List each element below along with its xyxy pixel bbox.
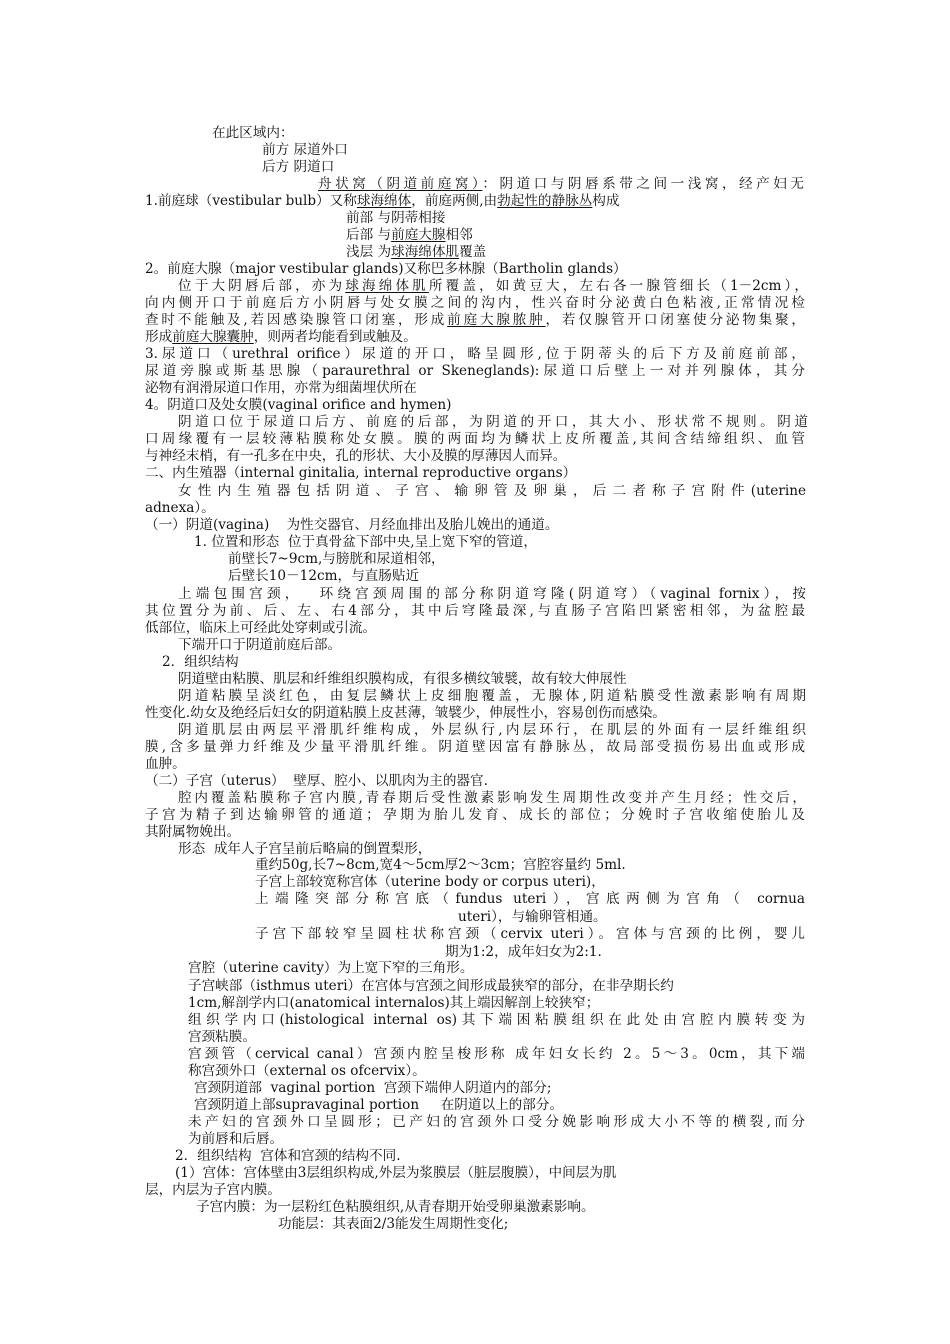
text-line <box>162 656 239 670</box>
text-segment: （一）阴道(vagina) 为性交器官、月经血排出及胎儿娩出的通道。 <box>145 517 559 533</box>
text-segment: 宫颈管（cervical canal）宫颈内腔呈梭形称 成年妇女长约 2。5～3。0cm，其下端 <box>188 1046 805 1062</box>
text-line <box>188 1048 805 1062</box>
text-line <box>188 997 599 1011</box>
text-line <box>194 1099 563 1113</box>
text-segment: 层，内层为子宫内膜。 <box>145 1182 281 1198</box>
text-line <box>194 536 537 550</box>
text-segment: 宫颈阴道上部supravaginal portion 在阴道以上的部分。 <box>194 1097 564 1113</box>
text-segment: 上端隆突部分称宫底（fundus uteri），宫底两侧为宫角（ cornua <box>255 891 805 907</box>
text-segment: 前部 与阴蒂相接 <box>346 210 446 226</box>
text-segment: 1.前庭球（vestibular bulb）又称 <box>145 193 357 209</box>
text-segment: 期为1:2，成年妇女为2:1. <box>445 944 602 960</box>
text-segment: 口周缘覆有一层较薄粘膜称处女膜。膜的两面均为鳞状上皮所覆盖,其间含结缔组织、血管 <box>145 431 805 447</box>
text-segment: adnexa）。 <box>145 500 215 516</box>
text-line <box>194 1082 551 1096</box>
text-line <box>145 382 417 396</box>
text-segment: 子宫下部较窄呈圆柱状称宫颈（cervix uteri）。宫体与宫颈的比例，婴儿 <box>255 926 805 942</box>
text-segment: 位于大阴唇后部，亦为 <box>178 278 346 294</box>
text-line <box>145 622 376 636</box>
text-segment: (1）宫体：宫体壁由3层组织构成,外层为浆膜层（脏层腹膜），中间层为肌 <box>175 1165 617 1181</box>
text-line <box>196 1201 595 1215</box>
text-line <box>188 962 473 976</box>
text-segment: 形成 <box>145 329 173 345</box>
text-line <box>145 314 805 328</box>
text-line <box>145 297 805 311</box>
text-segment: 阴道壁由粘膜、肌层和纤维组织膜构成，有很多横纹皱襞，故有较大伸展性 <box>178 671 627 687</box>
underlined-term: 球海绵体肌 <box>345 278 429 294</box>
text-line <box>145 758 186 772</box>
text-segment: uteri），与输卵管相通。 <box>458 909 607 925</box>
text-segment: 膜,含多量弹力纤维及少量平滑肌纤维。阴道壁因富有静脉丛，故局部受损伤易出血或形成 <box>145 739 805 755</box>
text-segment: 阴道粘膜呈淡红色，由复层鳞状上皮细胞覆盖，无腺体,阴道粘膜受性激素影响有周期 <box>178 688 806 704</box>
text-line <box>278 1218 508 1232</box>
text-segment: 向内侧开口于前庭后方小阴唇与处女膜之间的沟内，性兴奋时分泌黄白色粘液,正常情况检 <box>145 295 805 311</box>
text-line <box>145 450 566 464</box>
text-line <box>178 280 808 294</box>
text-segment: 女性内生殖器包括阴道、子宫、输卵管及卵巢，后二者称子宫附件(uterine <box>178 483 806 499</box>
text-line <box>346 212 445 226</box>
text-segment: 血肿。 <box>145 756 186 772</box>
text-line <box>178 416 808 430</box>
text-segment: 3.尿道口（urethral orifice）尿道的开口，略呈圆形,位于阴蒂头的后下方及前庭前部， <box>145 346 805 362</box>
text-segment: 尿道旁腺或斯基思腺（paraurethral or Skeneglands):尿道口后壁上一对并列腺体，其分 <box>145 363 805 379</box>
text-line <box>145 263 627 277</box>
text-line <box>188 980 674 994</box>
text-segment: ，前庭两侧,由 <box>411 193 498 209</box>
underlined-term: 球海绵体肌 <box>391 244 460 260</box>
text-line <box>178 690 806 704</box>
text-line <box>178 639 341 653</box>
text-line <box>145 365 805 379</box>
text-line <box>145 809 805 823</box>
text-segment: 称宫颈外口（external os ofcervix）。 <box>188 1063 426 1079</box>
text-segment: 子宫内膜：为一层粉红色粘膜组织,从青春期开始受卵巢激素影响。 <box>196 1199 595 1215</box>
text-line <box>188 1065 426 1079</box>
text-line <box>145 399 451 413</box>
text-segment: 上端包围宫颈， 环绕宫颈周围的部分称阴道穹隆(阴道穹）（vaginal fornix），按 <box>178 586 806 602</box>
text-segment: 浅层 为 <box>346 244 392 260</box>
text-segment: 低部位，临床上可经此处穿刺或引流。 <box>145 620 377 636</box>
text-segment: 宫颈粘膜。 <box>188 1029 256 1045</box>
text-segment: ，则两者均能看到或触及。 <box>253 329 417 345</box>
text-line <box>212 127 294 141</box>
text-segment: 后壁长10－12cm，与直肠贴近 <box>228 568 420 584</box>
text-line <box>458 911 607 925</box>
text-segment: 1cm,解剖学内口(anatomical internalos)其上端因解剖上较狭窄； <box>188 995 600 1011</box>
text-segment: 形态 成年人子宫呈前后略扁的倒置梨形， <box>178 841 432 857</box>
text-segment: 为前唇和后唇。 <box>188 1131 284 1147</box>
text-segment: 在此区域内： <box>212 125 294 141</box>
text-line <box>255 876 605 890</box>
underlined-term: 前庭大腺 <box>391 227 446 243</box>
text-line <box>318 178 804 192</box>
text-line <box>145 195 619 209</box>
underlined-term: 勃起性的静脉丛 <box>497 193 593 209</box>
text-segment: 宫腔（uterine cavity）为上宽下窄的三角形。 <box>188 960 474 976</box>
text-line <box>178 485 806 499</box>
text-segment: 腔内覆盖粘膜称子宫内膜,青春期后受性激素影响发生周期性改变并产生月经；性交后， <box>178 790 806 806</box>
text-segment: 与神经末梢，有一孔多在中央，孔的形状、大小及膜的厚薄因人而异。 <box>145 448 567 464</box>
text-line <box>255 893 805 907</box>
text-line <box>145 1184 281 1198</box>
text-segment: 其附属物娩出。 <box>145 824 241 840</box>
text-line <box>145 502 215 516</box>
text-segment: 下端开口于阴道前庭后部。 <box>178 637 342 653</box>
text-line <box>262 161 334 175</box>
text-line <box>175 1167 617 1181</box>
underlined-term: 前庭大腺囊肿 <box>172 329 254 345</box>
text-line <box>145 707 666 721</box>
text-segment: 子宫峡部（isthmus uteri）在宫体与宫颈之间形成最狭窄的部分，在非孕期长约 <box>188 978 674 994</box>
text-segment: 4。阴道口及处女膜(vaginal orifice and hymen) <box>145 397 452 413</box>
text-line <box>346 229 473 243</box>
text-line <box>188 1014 805 1028</box>
text-line <box>178 588 806 602</box>
text-line <box>145 433 805 447</box>
text-line <box>145 467 576 481</box>
text-line <box>188 1031 256 1045</box>
text-segment: 后部 与 <box>346 227 392 243</box>
text-line <box>175 1150 401 1164</box>
text-segment: 重约50g,长7~8cm,宽4～5cm厚2～3cm；宫腔容量约 5ml. <box>255 857 626 873</box>
text-segment: 1. 位置和形态 位于真骨盆下部中央,呈上宽下窄的管道， <box>194 534 537 550</box>
text-line <box>188 1116 805 1130</box>
text-line <box>228 553 445 567</box>
text-line <box>145 775 488 789</box>
text-segment: 2。前庭大腺（major vestibular glands)又称巴多林腺（Bartholin glands） <box>145 261 627 277</box>
text-segment: 相邻 <box>445 227 473 243</box>
text-segment: 宫颈阴道部 vaginal portion 宫颈下端伸人阴道内的部分; <box>194 1080 552 1096</box>
text-segment: 2．组织结构 <box>162 654 239 670</box>
text-segment: 组织学内口(histological internal os)其下端困粘膜组织在此处由宫腔内膜转变为 <box>188 1012 805 1028</box>
text-segment: 子宫上部较宽称宫体（uterine body or corpus uteri)， <box>255 874 605 890</box>
text-segment: ，若仅腺管开口闭塞使分泌物集聚， <box>545 312 806 328</box>
text-segment: 阴道口位于尿道口后方、前庭的后部，为阴道的开口，其大小、形状常不规则。阴道 <box>178 414 808 430</box>
text-line <box>178 673 627 687</box>
text-line <box>145 331 417 345</box>
text-line <box>255 859 626 873</box>
underlined-term: 前庭大腺脓肿 <box>447 312 546 328</box>
text-line <box>445 946 602 960</box>
text-line <box>178 724 806 738</box>
text-segment: 前壁长7~9cm,与膀胱和尿道相邻， <box>228 551 445 567</box>
text-line <box>346 246 486 260</box>
text-segment: 子宫为精子到达输卵管的通道；孕期为胎儿发育、成长的部位；分娩时子宫收缩使胎儿及 <box>145 807 805 823</box>
text-segment: 二、内生殖器（internal ginitalia, internal reproductive organs） <box>145 465 577 481</box>
text-line <box>145 348 805 362</box>
text-segment: 所覆盖，如黄豆大，左右各一腺管细长（1－2cm）， <box>428 278 809 294</box>
text-segment: 泌物有润滑尿道口作用，亦常为细菌埋伏所在 <box>145 380 417 396</box>
text-segment: （二）子宫（uterus） 壁厚、腔小、以肌肉为主的器官. <box>145 773 488 789</box>
text-segment: 前方 尿道外口 <box>262 142 348 158</box>
text-segment: 阴道肌层由两层平滑肌纤维构成，外层纵行,内层环行，在肌层的外面有一层纤维组织 <box>178 722 806 738</box>
text-segment: 查时不能触及,若因感染腺管口闭塞，形成 <box>145 312 448 328</box>
text-segment: 性变化.幼女及绝经后妇女的阴道粘膜上皮甚薄，皱襞少，伸展性小，容易创伤而感染。 <box>145 705 666 721</box>
text-segment: 构成 <box>592 193 620 209</box>
text-line <box>262 144 348 158</box>
text-line <box>145 605 805 619</box>
text-segment: 未产妇的宫颈外口呈圆形；已产妇的宫颈外口受分娩影响形成大小不等的横裂,而分 <box>188 1114 805 1130</box>
text-line <box>188 1133 283 1147</box>
text-segment: 其位置分为前、后、左、右4部分，其中后穹隆最深,与直肠子宫陷凹紧密相邻，为盆腔最 <box>145 603 805 619</box>
text-line <box>255 928 805 942</box>
text-line <box>178 843 431 857</box>
text-line <box>178 792 806 806</box>
text-segment: 功能层：其表面2/3能发生周期性变化; <box>278 1216 509 1232</box>
text-segment: 2．组织结构 宫体和宫颈的结构不同. <box>175 1148 401 1164</box>
underlined-term: 舟状窝（阴道前庭窝） <box>318 176 483 192</box>
text-segment: 后方 阴道口 <box>262 159 335 175</box>
text-line <box>145 826 240 840</box>
text-segment: 覆盖 <box>459 244 487 260</box>
text-line <box>145 741 805 755</box>
text-line <box>228 570 419 584</box>
text-segment: ：阴道口与阴唇系带之间一浅窝，经产妇无 <box>482 176 804 192</box>
underlined-term: 球海绵体 <box>356 193 412 209</box>
text-line <box>145 519 558 533</box>
